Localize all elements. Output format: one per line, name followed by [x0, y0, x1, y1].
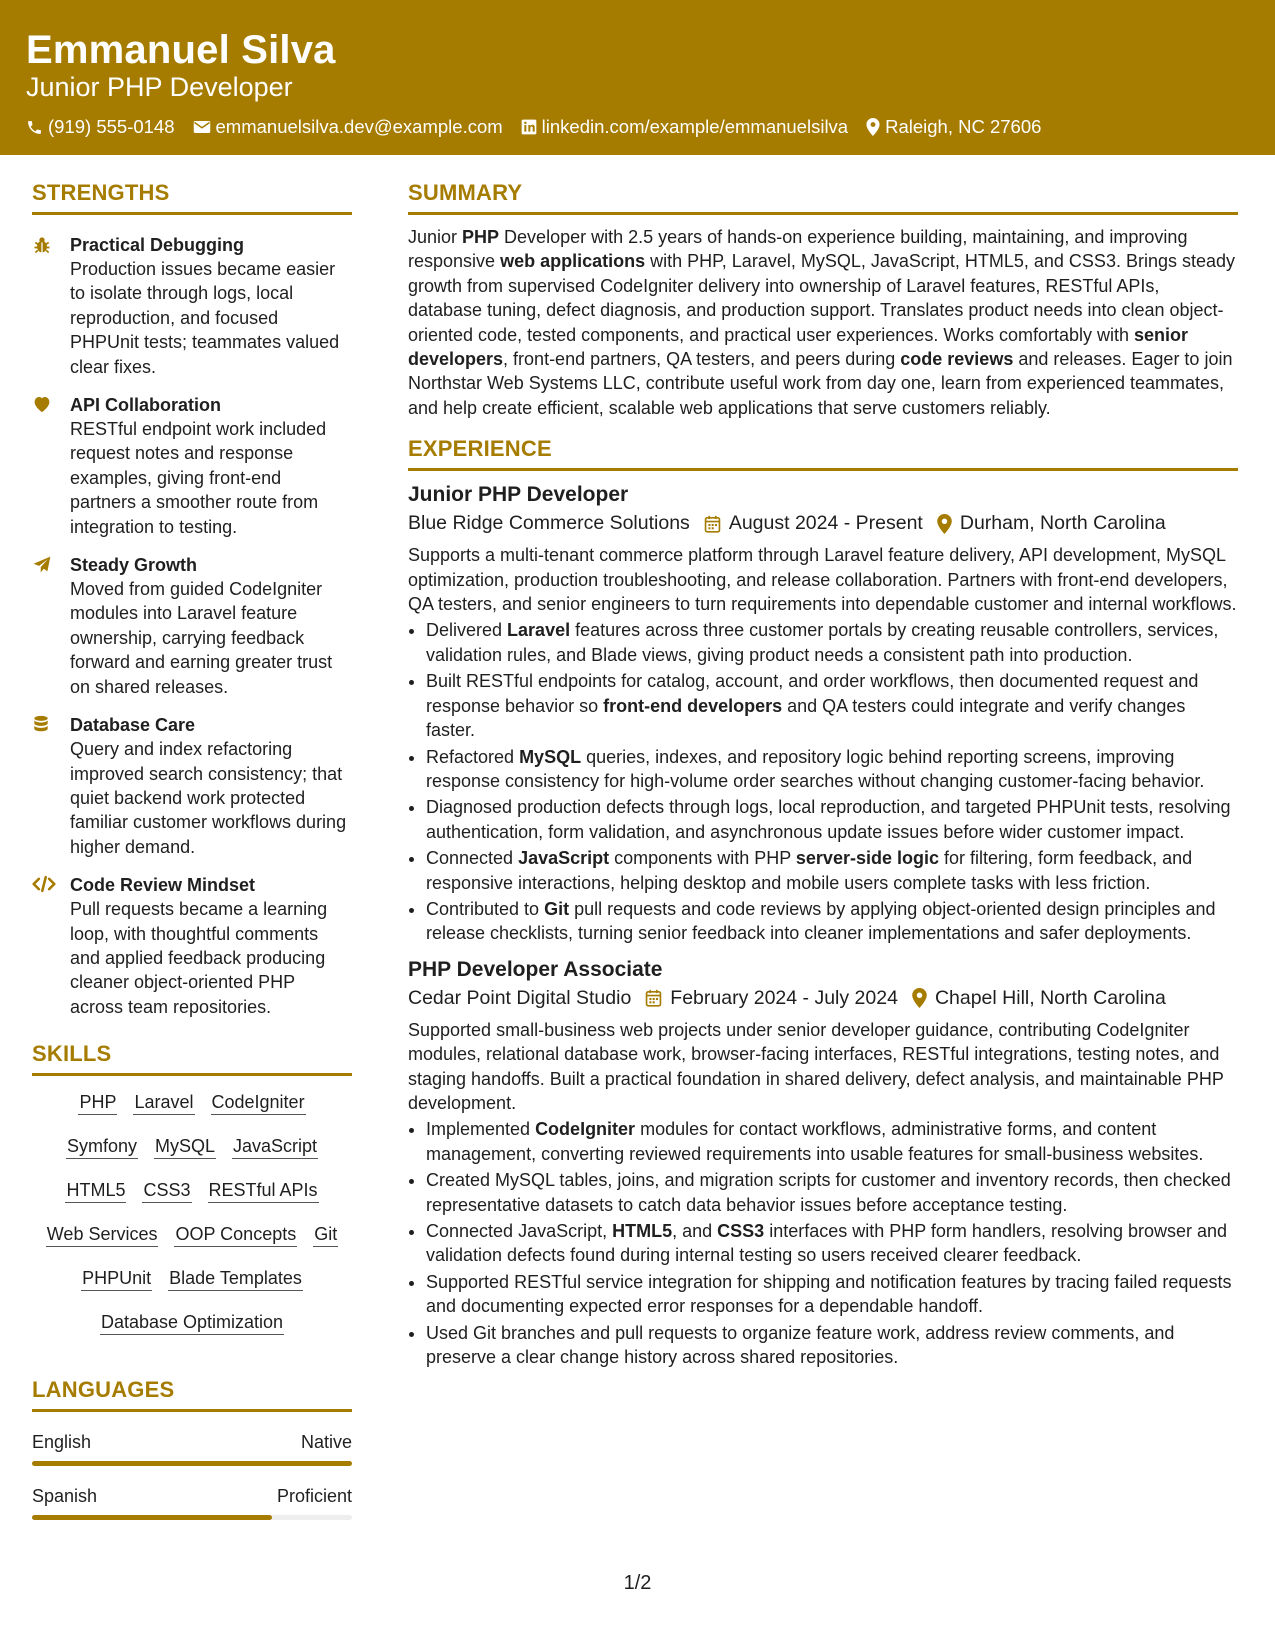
candidate-title: Junior PHP Developer — [26, 72, 293, 102]
text-run: Connected — [426, 848, 519, 869]
skill-row — [32, 1090, 352, 1115]
text-run: Used Git branches and pull requests to organize feature work, address review comments, and preserve a clear change history across shared repositories. — [426, 1322, 1175, 1368]
location-text: Raleigh, NC 27606 — [885, 116, 1042, 137]
skill-tag: JavaScript — [232, 1134, 318, 1159]
contact-linkedin[interactable] — [521, 116, 848, 138]
bold-keyword: senior developers — [408, 324, 1189, 370]
job-bullets — [408, 618, 1238, 945]
text-run: Junior — [408, 227, 463, 247]
map-pin-icon — [937, 514, 952, 534]
language-item — [32, 1432, 352, 1466]
company-name: Blue Ridge Commerce Solutions — [408, 512, 690, 535]
calendar-icon — [645, 989, 662, 1007]
text-run: Connected JavaScript, — [426, 1221, 613, 1241]
text-run: and QA testers could integrate and verify changes faster. — [426, 695, 1186, 741]
job-location — [937, 512, 1166, 535]
strength-description: Production issues became easier to isolate through logs, local reproduction, and focused PHPUnit tests; teammates valued clear fixes. — [70, 259, 340, 377]
email-text: emmanuelsilva.dev@example.com — [215, 116, 503, 137]
contact-bar — [26, 116, 1059, 138]
text-run: Created MySQL tables, joins, and migration scripts for customer and inventory records, then checked representative datasets to catch data behavior issues before acceptance testing. — [426, 1170, 1231, 1215]
job-bullet — [426, 897, 1238, 946]
job-dates — [645, 987, 898, 1010]
strength-item — [32, 233, 352, 379]
skills-list — [32, 1090, 352, 1335]
bold-keyword: server-side logic — [795, 848, 939, 869]
strengths-list — [32, 233, 352, 1019]
skill-row — [32, 1178, 352, 1203]
job-meta — [408, 987, 1238, 1010]
left-column — [32, 180, 352, 1520]
job-bullets — [408, 1117, 1238, 1369]
text-run: Refactored — [426, 746, 520, 767]
text-run: queries, indexes, and repository logic behind reporting screens, improving response consistency for high-volume order searches without changing customer-facing behavior. — [426, 746, 1205, 791]
skill-tag: Laravel — [133, 1090, 194, 1115]
text-run: Contributed to — [426, 898, 545, 919]
calendar-icon — [704, 515, 721, 533]
experience-heading: EXPERIENCE — [408, 436, 1238, 471]
skill-tag: OOP Concepts — [174, 1222, 297, 1247]
strength-description: Query and index refactoring improved search consistency; that quiet backend work protected familiar customer workflows during higher demand. — [70, 739, 347, 857]
job-bullet — [426, 795, 1238, 844]
skill-tag: PHP — [78, 1090, 117, 1115]
database-icon — [32, 713, 70, 859]
text-run: Built RESTful endpoints for catalog, account, and order workflows, then documented request and response behavior so — [426, 671, 1199, 716]
bold-keyword: code reviews — [900, 349, 1014, 370]
skill-tag: PHPUnit — [81, 1266, 152, 1291]
bold-keyword: CodeIgniter — [535, 1119, 636, 1140]
strength-title: Practical Debugging — [70, 235, 245, 255]
skill-tag: HTML5 — [65, 1178, 126, 1203]
text-run: modules for contact workflows, administrative forms, and content management, converting reviewed requirements into usable features for small-business websites. — [426, 1119, 1204, 1164]
bold-keyword: JavaScript — [518, 848, 610, 869]
text-run: components with PHP — [609, 848, 796, 869]
text-run: interfaces with PHP form handlers, resolving browser and validation defects found during internal testing so users received clearer feedback. — [426, 1221, 1228, 1266]
skill-tag: RESTful APIs — [208, 1178, 319, 1203]
skill-tag: Database Optimization — [100, 1310, 284, 1335]
job-bullet — [426, 1117, 1238, 1166]
heart-icon — [32, 393, 70, 539]
phone-text: (919) 555-0148 — [48, 116, 175, 137]
skill-row — [32, 1222, 352, 1247]
contact-email[interactable] — [193, 116, 503, 138]
language-item — [32, 1486, 352, 1520]
job-title: PHP Developer Associate — [408, 957, 663, 981]
right-column — [408, 180, 1238, 1371]
resume-header — [0, 0, 1275, 155]
bold-keyword: web applications — [500, 251, 646, 272]
experience-list — [408, 481, 1238, 1369]
job-description: Supported small-business web projects under senior developer guidance, contributing CodeIgniter modules, relational database work, browser-facing interfaces, RESTful integrations, testing notes, and staging handoffs. Built a practical foundation in shared delivery, defect analysis, and maintainable PHP development. — [408, 1019, 1224, 1113]
candidate-name: Emmanuel Silva — [26, 28, 336, 72]
text-run: pull requests and code reviews by applying object-oriented design principles and release checklists, turning senior feedback into cleaner implementations and safer deployments. — [426, 898, 1216, 944]
map-pin-icon — [912, 988, 927, 1008]
language-proficiency-bar — [32, 1461, 352, 1466]
skill-tag: Web Services — [46, 1222, 159, 1247]
skill-row — [32, 1266, 352, 1291]
bold-keyword: HTML5 — [612, 1221, 673, 1241]
text-run: with PHP, Laravel, MySQL, JavaScript, HTML5, and CSS3. Brings steady growth from supervised CodeIgniter delivery into ownership of Laravel features, RESTful APIs, database tuning, defect diagnosis, and production support. Translates product needs into clean object-oriented code, tested components, and practical user experiences. Works comfortably with — [408, 251, 1236, 345]
skill-tag: Blade Templates — [168, 1266, 303, 1291]
bold-keyword: MySQL — [519, 746, 582, 767]
job-bullet — [426, 618, 1238, 667]
job-bullet — [426, 1168, 1238, 1217]
job-meta — [408, 512, 1238, 535]
strength-item — [32, 873, 352, 1019]
strength-description: Pull requests became a learning loop, with thoughtful comments and applied feedback producing cleaner object-oriented PHP across team repositories. — [70, 899, 328, 1017]
text-run: Developer with 2.5 years of hands-on experience building, maintaining, and improving responsive — [408, 227, 1188, 272]
job-bullet — [426, 669, 1238, 742]
text-run: Delivered — [426, 620, 508, 641]
bold-keyword: Laravel — [507, 620, 571, 641]
strength-item — [32, 553, 352, 699]
strength-title: API Collaboration — [70, 395, 222, 416]
skill-tag: CSS3 — [142, 1178, 191, 1203]
languages-heading: LANGUAGES — [32, 1377, 352, 1412]
bold-keyword: front-end developers — [603, 695, 783, 716]
experience-item — [408, 481, 1238, 946]
language-name: Spanish — [32, 1486, 98, 1507]
job-title: Junior PHP Developer — [408, 483, 629, 507]
skill-tag: Symfony — [66, 1134, 138, 1159]
job-dates-text: February 2024 - July 2024 — [670, 986, 898, 1009]
job-location-text: Chapel Hill, North Carolina — [934, 986, 1166, 1009]
page-number: 1/2 — [623, 1572, 652, 1594]
strength-description: RESTful endpoint work included request notes and response examples, giving front-end partners a smoother route from integration to testing. — [70, 419, 327, 537]
text-run: Implemented — [426, 1119, 536, 1140]
strength-item — [32, 393, 352, 539]
language-proficiency-fill — [32, 1461, 352, 1466]
text-run: Supported RESTful service integration for shipping and notification features by tracing failed requests and documenting expected error responses for a dependable handoff. — [426, 1271, 1232, 1317]
strength-item — [32, 713, 352, 859]
text-run: features across three customer portals by creating reusable controllers, services, validation rules, and Blade views, giving product needs a consistent path into production. — [426, 620, 1219, 665]
contact-location — [866, 116, 1041, 138]
skills-heading: SKILLS — [32, 1041, 352, 1076]
job-dates-text: August 2024 - Present — [728, 512, 923, 535]
strength-title: Steady Growth — [70, 555, 198, 576]
strength-title: Code Review Mindset — [70, 875, 256, 896]
bold-keyword: CSS3 — [717, 1221, 765, 1241]
skill-tag: Git — [313, 1222, 338, 1247]
map-pin-icon — [866, 118, 880, 136]
text-run: for filtering, form feedback, and responsive interactions, helping desktop and mobile users complete tasks with less friction. — [426, 848, 1193, 893]
strengths-heading: STRENGTHS — [32, 180, 352, 215]
language-proficiency-fill — [32, 1515, 272, 1520]
languages-list — [32, 1432, 352, 1520]
linkedin-text: linkedin.com/example/emmanuelsilva — [541, 116, 849, 137]
summary-text — [408, 225, 1238, 420]
language-name: English — [32, 1432, 92, 1453]
bug-icon — [32, 233, 70, 379]
summary-heading: SUMMARY — [408, 180, 1238, 215]
text-run: , front-end partners, QA testers, and peers during — [503, 349, 901, 370]
code-icon — [32, 873, 70, 1019]
bold-keyword: Git — [544, 898, 570, 919]
job-location — [912, 987, 1166, 1010]
experience-item — [408, 956, 1238, 1370]
job-location-text: Durham, North Carolina — [959, 512, 1166, 535]
job-bullet — [426, 1321, 1238, 1370]
job-bullet — [426, 1270, 1238, 1319]
skill-tag: MySQL — [154, 1134, 216, 1159]
strength-title: Database Care — [70, 715, 196, 736]
skill-row — [32, 1310, 352, 1335]
job-description: Supports a multi-tenant commerce platform through Laravel feature delivery, API development, MySQL optimization, production troubleshooting, and release collaboration. Partners with front-end developers, QA testers, and senior engineers to turn requirements into dependable customer and internal workflows. — [408, 545, 1237, 615]
text-run: and releases. Eager to join Northstar Web Systems LLC, contribute useful work from day one, learn from experienced teammates, and help create efficient, scalable web applications that serve customers reliably. — [408, 349, 1233, 418]
language-level: Proficient — [276, 1486, 352, 1507]
linkedin-icon — [521, 119, 537, 135]
skill-tag: CodeIgniter — [211, 1090, 306, 1115]
company-name: Cedar Point Digital Studio — [408, 986, 632, 1009]
job-bullet — [426, 745, 1238, 794]
envelope-icon — [193, 119, 211, 135]
contact-phone[interactable] — [26, 116, 175, 138]
skill-row — [32, 1134, 352, 1159]
job-dates — [704, 512, 923, 535]
job-bullet — [426, 1219, 1238, 1268]
paper-plane-icon — [32, 553, 70, 699]
phone-icon — [26, 119, 43, 136]
language-proficiency-bar — [32, 1515, 352, 1520]
text-run: , and — [672, 1221, 718, 1241]
text-run: Diagnosed production defects through logs, local reproduction, and targeted PHPUnit tests, resolving authentication, form validation, and asynchronous update issues before wider customer impact. — [426, 797, 1231, 842]
bold-keyword: PHP — [462, 227, 500, 247]
job-bullet — [426, 846, 1238, 895]
language-level: Native — [300, 1432, 352, 1453]
strength-description: Moved from guided CodeIgniter modules into Laravel feature ownership, carrying feedback forward and earning greater trust on shared releases. — [70, 579, 333, 697]
